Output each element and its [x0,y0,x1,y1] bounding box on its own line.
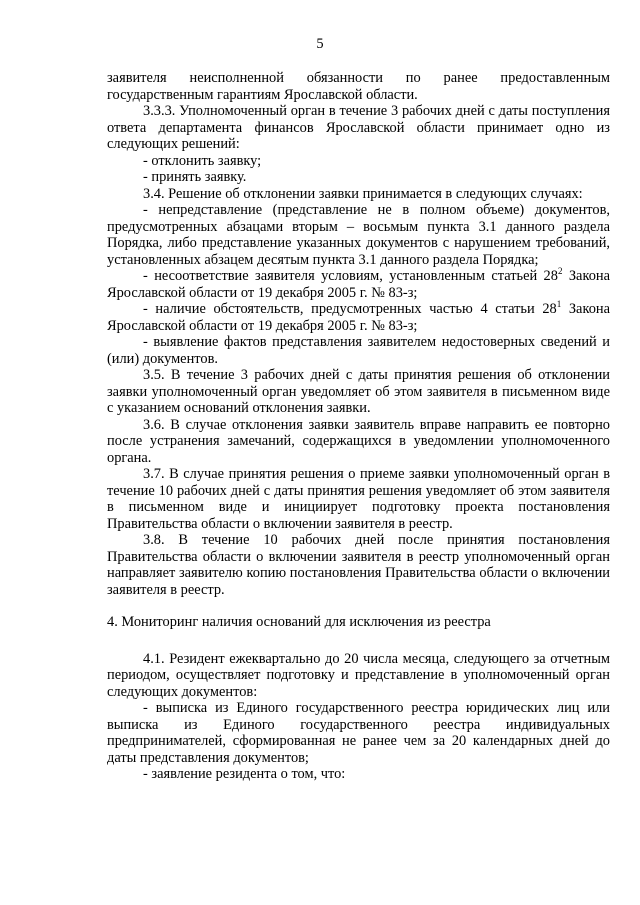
paragraph [107,268,610,301]
paragraph: 3.5. В течение 3 рабочих дней с даты принятия решения об отклонении заявки уполномоченный орган уведомляет об этом заявителя в письменном виде с указанием оснований отклонения заявки. [107,367,610,416]
paragraph: - заявление резидента о том, что: [143,766,346,782]
section-heading: 4. Мониторинг наличия оснований для исключения из реестра [107,614,491,630]
paragraph: 3.8. В течение 10 рабочих дней после принятия постановления Правительства области о включении заявителя в реестр уполномоченный орган направляет заявителю копию постановления Правительства области о включении заявителя в реестр. [107,532,610,598]
document-body [107,70,610,783]
paragraph: - выписка из Единого государственного реестра юридических лиц или выписка из Единого государственного реестра индивидуальных предпринимателей, сформированная не ранее чем за 20 календарных дней до даты представления документов; [107,700,610,766]
paragraph-text: Закона Ярославской области от 19 декабря 2005 г. № 83-з; [107,301,610,334]
paragraph-text: Закона Ярославской области от 19 декабря 2005 г. № 83-з; [107,268,610,301]
paragraph: - непредставление (представление не в полном объеме) документов, предусмотренных абзацами вторым – восьмым пункта 3.1 данного раздела Порядка, либо представление указанных документов с нарушением требований, установленных абзацем десятым пункта 3.1 данного раздела Порядка; [107,202,610,268]
paragraph-text: - наличие обстоятельств, предусмотренных частью 4 статьи 28 [143,301,557,317]
paragraph: 3.7. В случае принятия решения о приеме заявки уполномоченный орган в течение 10 рабочих дней с даты принятия решения уведомляет об этом заявителя в письменном виде и инициирует подготовку проекта постановления Правительства области о включении заявителя в реестр. [107,466,610,532]
page-number: 5 [316,36,324,52]
superscript: 2 [557,266,563,276]
paragraph: заявителя неисполненной обязанности по ранее предоставленным государственным гарантиям Ярославской области. [107,70,610,103]
paragraph: - отклонить заявку; [143,152,262,169]
paragraphs-before-heading [107,70,610,598]
paragraph: 3.6. В случае отклонения заявки заявитель вправе направить ее повторно после устранения замечаний, содержащихся в уведомлении уполномоченного органа. [107,416,610,466]
paragraph: 3.3.3. Уполномоченный орган в течение 3 рабочих дней с даты поступления ответа департамента финансов Ярославской области принимает одно из следующих решений: [107,103,610,152]
paragraph: 4.1. Резидент ежеквартально до 20 числа месяца, следующего за отчетным периодом, осуществляет подготовку и представление в уполномоченный орган следующих документов: [107,650,610,700]
paragraphs-after-heading [107,651,610,783]
superscript: 1 [556,299,562,309]
paragraph: - выявление фактов представления заявителем недостоверных сведений и (или) документов. [107,334,610,367]
paragraph [107,301,610,334]
paragraph-text: - несоответствие заявителя условиям, установленным статьей 28 [143,268,558,284]
paragraph: - принять заявку. [143,169,247,185]
paragraph: 3.4. Решение об отклонении заявки принимается в следующих случаях: [143,185,583,202]
